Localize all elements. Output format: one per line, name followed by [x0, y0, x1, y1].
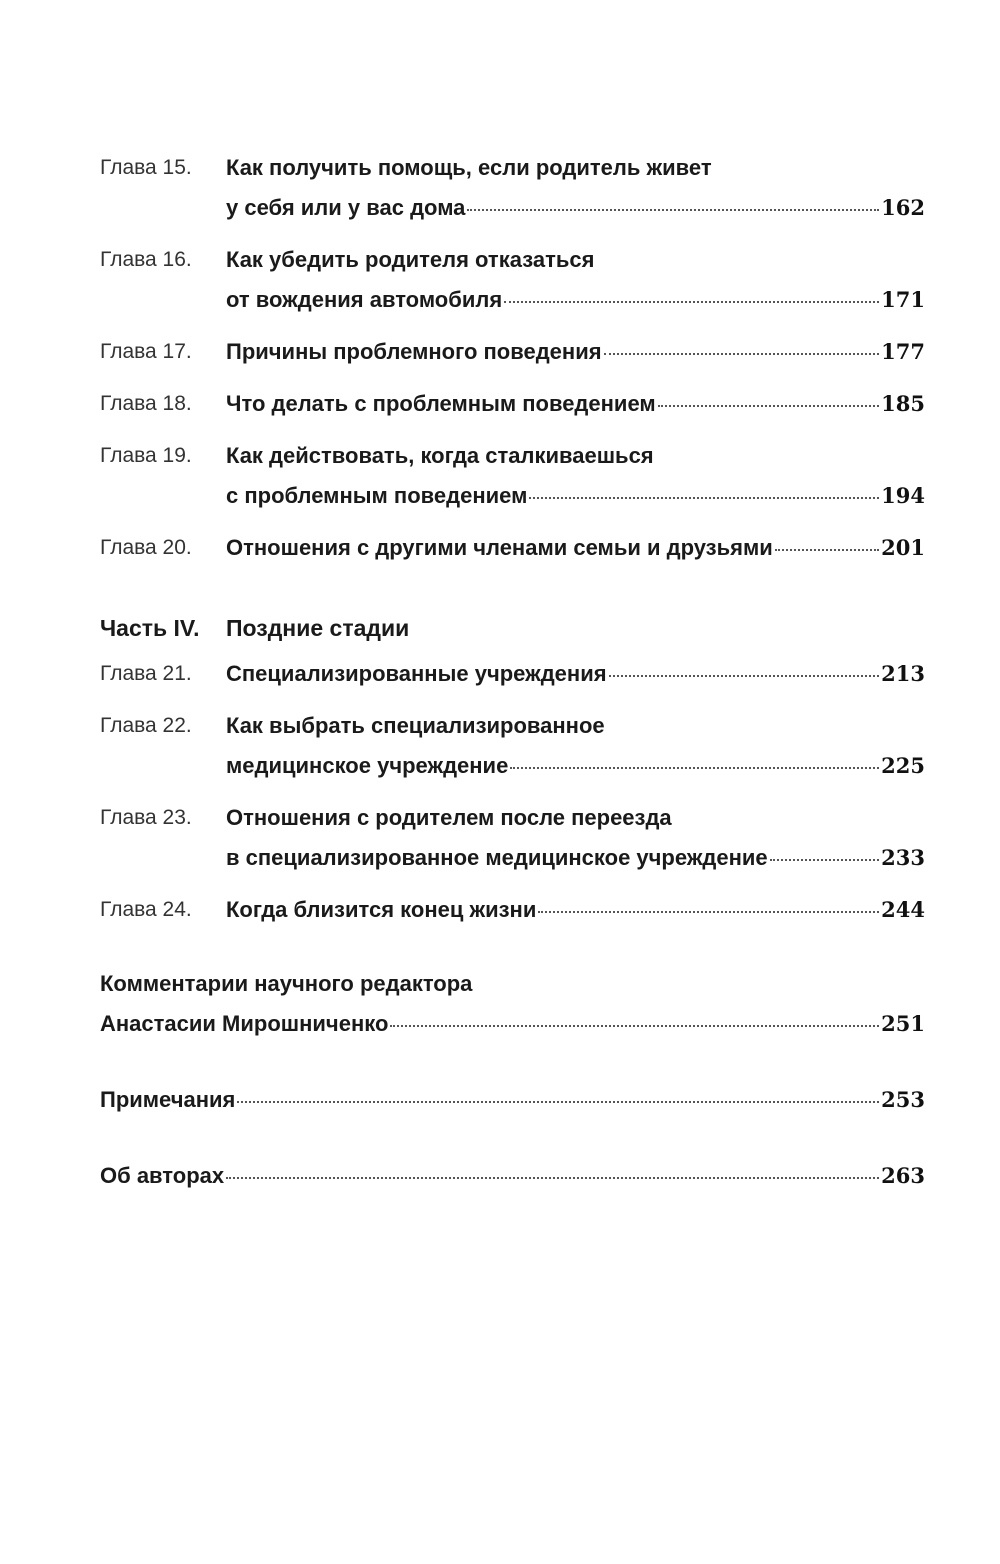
toc-entry-about-authors[interactable]	[100, 1156, 925, 1196]
chapter-title-line: Когда близится конец жизни	[226, 897, 537, 922]
chapter-title-line: у себя или у вас дома	[226, 195, 466, 220]
chapter-title-line: Как убедить родителя отказаться	[226, 247, 595, 272]
dot-leader	[604, 353, 880, 355]
toc-entry-chapter-23[interactable]	[100, 798, 925, 878]
toc-entry-chapter-22[interactable]	[100, 706, 925, 786]
dot-leader	[609, 675, 880, 677]
toc-entry-chapter-17[interactable]	[100, 332, 925, 372]
entry-title-line: Комментарии научного редактора	[100, 971, 473, 996]
dot-leader	[529, 497, 879, 499]
chapter-title-line: с проблемным поведением	[226, 483, 528, 508]
toc-part-heading[interactable]	[100, 606, 925, 650]
dot-leader	[504, 301, 879, 303]
dot-leader	[467, 209, 879, 211]
chapter-label: Глава 23.	[100, 806, 192, 829]
chapter-title-line: Что делать с проблемным поведением	[226, 391, 656, 416]
page-number: 177	[881, 339, 925, 364]
chapter-label: Глава 19.	[100, 444, 192, 467]
page-number: 233	[881, 845, 925, 870]
part-title: Поздние стадии	[226, 615, 410, 641]
toc-entry-chapter-24[interactable]	[100, 890, 925, 930]
table-of-contents	[100, 148, 925, 1196]
page-number: 251	[881, 1011, 925, 1036]
page-number: 244	[881, 897, 925, 922]
page-number: 194	[881, 483, 925, 508]
chapter-label: Глава 24.	[100, 898, 192, 921]
chapter-label: Глава 15.	[100, 156, 192, 179]
chapter-label: Глава 18.	[100, 392, 192, 415]
dot-leader	[658, 405, 879, 407]
page-number: 225	[881, 753, 925, 778]
toc-entry-commentary[interactable]	[100, 964, 925, 1044]
chapter-title-line: медицинское учреждение	[226, 753, 509, 778]
chapter-title-line: Как выбрать специализированное	[226, 713, 605, 738]
part-label: Часть IV.	[100, 615, 200, 641]
entry-title-line: Примечания	[100, 1087, 236, 1112]
chapter-label: Глава 20.	[100, 536, 192, 559]
dot-leader	[775, 549, 879, 551]
toc-entry-notes[interactable]	[100, 1080, 925, 1120]
entry-title-line: Об авторах	[100, 1163, 225, 1188]
chapter-label: Глава 16.	[100, 248, 192, 271]
chapter-title-line: Специализированные учреждения	[226, 661, 607, 686]
dot-leader	[237, 1101, 879, 1103]
toc-entry-chapter-19[interactable]	[100, 436, 925, 516]
page-number: 201	[881, 535, 925, 560]
entry-title-line: Анастасии Мирошниченко	[100, 1011, 389, 1036]
toc-entry-chapter-16[interactable]	[100, 240, 925, 320]
page-number: 162	[881, 195, 925, 220]
chapter-title-line: от вождения автомобиля	[226, 287, 503, 312]
page-number: 263	[881, 1163, 925, 1188]
chapter-label: Глава 22.	[100, 714, 192, 737]
chapter-title-line: Отношения с другими членами семьи и друзьями	[226, 535, 773, 560]
chapter-title-line: Отношения с родителем после переезда	[226, 805, 672, 830]
chapter-title-line: Как действовать, когда сталкиваешься	[226, 443, 654, 468]
dot-leader	[538, 911, 879, 913]
chapter-title-line: Причины проблемного поведения	[226, 339, 602, 364]
toc-entry-chapter-21[interactable]	[100, 654, 925, 694]
chapter-title-line: в специализированное медицинское учреждение	[226, 845, 768, 870]
dot-leader	[226, 1177, 879, 1179]
toc-entry-chapter-20[interactable]	[100, 528, 925, 568]
dot-leader	[390, 1025, 879, 1027]
toc-entry-chapter-15[interactable]	[100, 148, 925, 228]
page-number: 171	[881, 287, 925, 312]
toc-entry-chapter-18[interactable]	[100, 384, 925, 424]
page-number: 185	[881, 391, 925, 416]
chapter-label: Глава 17.	[100, 340, 192, 363]
chapter-label: Глава 21.	[100, 662, 192, 685]
page-number: 213	[881, 661, 925, 686]
dot-leader	[510, 767, 879, 769]
chapter-title-line: Как получить помощь, если родитель живет	[226, 155, 712, 180]
page-number: 253	[881, 1087, 925, 1112]
dot-leader	[770, 859, 879, 861]
